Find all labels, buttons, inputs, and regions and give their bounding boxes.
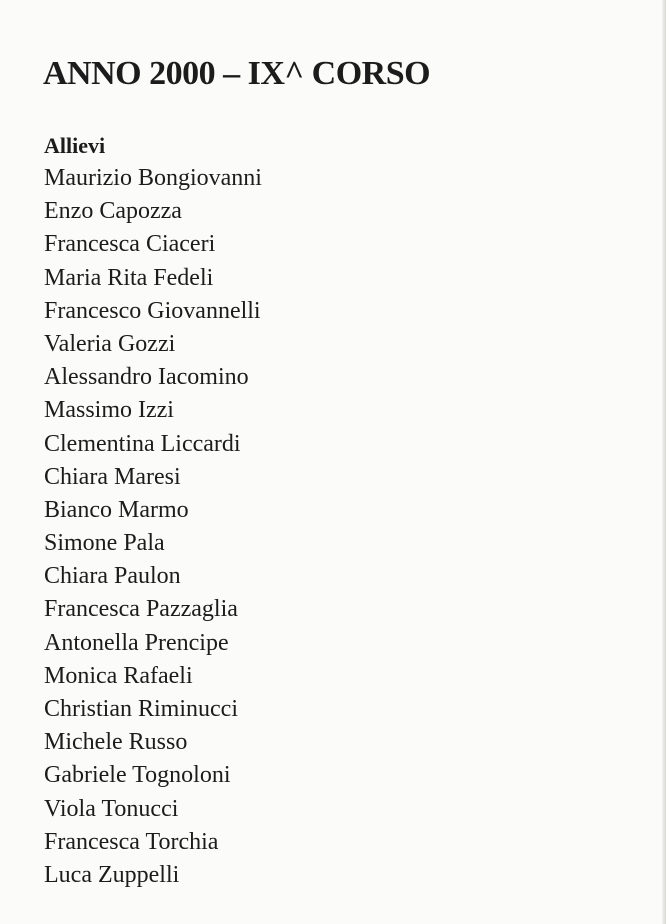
student-name: Viola Tonucci [44,795,179,822]
student-name: Gabriele Tognoloni [44,762,231,789]
student-name: Maria Rita Fedeli [44,264,214,291]
student-name: Alessandro Iacomino [44,364,249,391]
student-name: Michele Russo [44,729,188,756]
student-name: Simone Pala [44,530,165,557]
student-name: Monica Rafaeli [44,662,193,689]
student-name: Valeria Gozzi [44,330,176,357]
student-name: Christian Riminucci [44,696,238,722]
student-name: Francesco Giovannelli [44,297,261,324]
student-list [44,162,604,892]
student-name: Chiara Maresi [44,463,181,490]
student-name: Maurizio Bongiovanni [44,165,262,191]
page-edge [662,0,666,924]
student-name: Antonella Prencipe [44,629,229,656]
students-section [44,130,604,892]
student-name: Chiara Paulon [44,563,181,590]
student-name: Francesca Pazzaglia [44,596,238,623]
student-name: Enzo Capozza [44,198,182,225]
student-name: Bianco Marmo [44,496,189,523]
student-name: Francesca Torchia [44,828,219,855]
student-name: Francesca Ciaceri [44,231,216,258]
student-name: Clementina Liccardi [44,430,241,457]
page-title: ANNO 2000 – IX^ CORSO [43,55,431,92]
student-name: Massimo Izzi [44,397,174,424]
student-name: Luca Zuppelli [44,861,180,888]
section-heading: Allievi [44,133,106,158]
